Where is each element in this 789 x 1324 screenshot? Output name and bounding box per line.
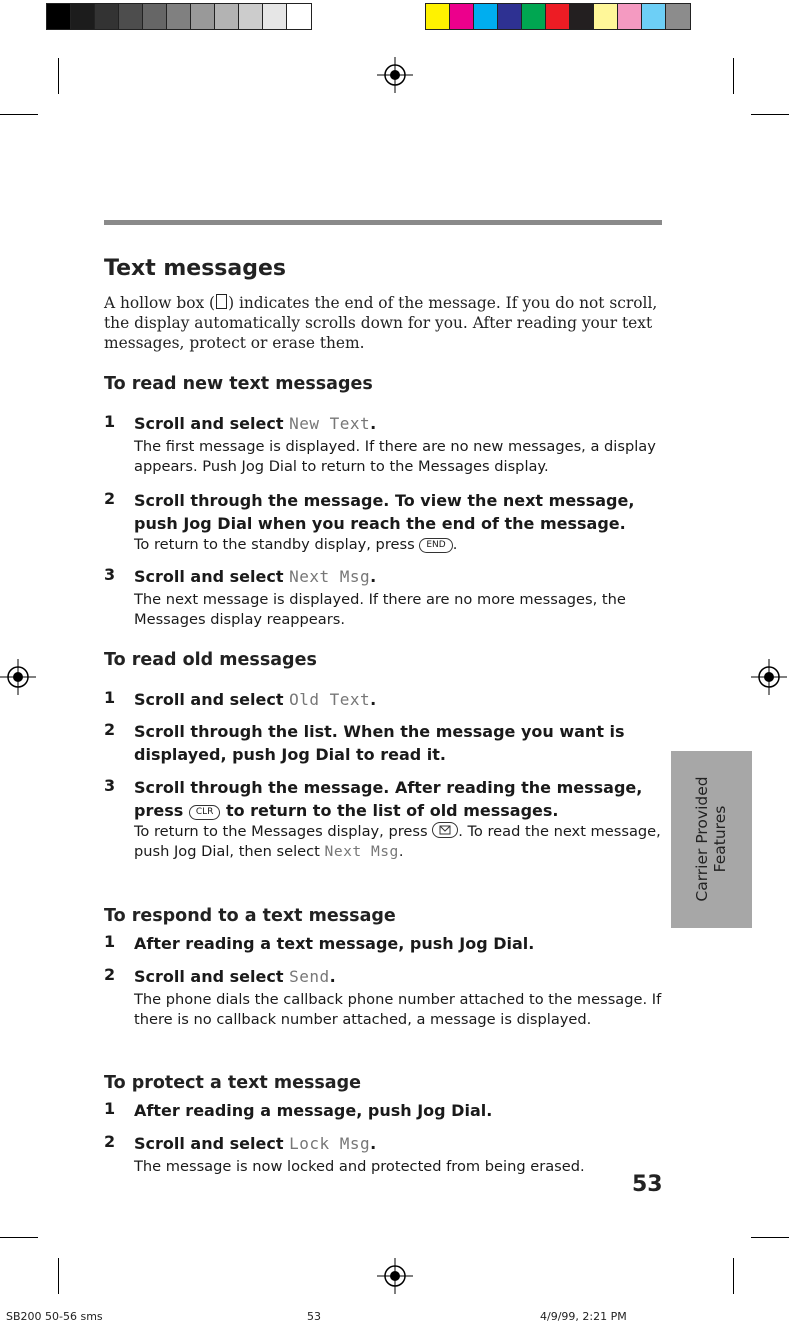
step-protect-2 [104, 1132, 664, 1177]
footer-timestamp: 4/9/99, 2:21 PM [540, 1310, 627, 1323]
step-detail-end: . [398, 843, 404, 860]
step-number: 2 [104, 965, 116, 984]
step-detail: The next message is displayed. If there are no more messages, the Messages display reappears. [134, 591, 626, 628]
step-read-new-2 [104, 489, 664, 555]
color-swatch [498, 4, 522, 29]
lcd-text-lock-msg: Lock Msg [289, 1134, 371, 1153]
step-detail [134, 822, 664, 862]
step-read-old-2 [104, 720, 664, 766]
footer-page: 53 [307, 1310, 321, 1323]
side-tab-label [693, 776, 729, 901]
color-swatch [450, 4, 474, 29]
step-text: Scroll and select [134, 690, 290, 709]
lcd-text-next-msg: Next Msg [324, 843, 399, 860]
step-read-old-3 [104, 776, 664, 862]
clr-key-icon: CLR [189, 805, 221, 820]
crop-mark [733, 1258, 734, 1294]
step-read-new-3 [104, 565, 664, 630]
color-swatch [71, 4, 95, 29]
registration-mark-icon [377, 1258, 413, 1294]
step-text-end: . [370, 690, 377, 709]
step-detail-text: To return to the standby display, press [134, 536, 420, 553]
grayscale-color-bar [46, 3, 312, 30]
step-number: 2 [104, 1132, 116, 1151]
step-text: After reading a message, push Jog Dial. [134, 1101, 493, 1120]
color-swatch [239, 4, 263, 29]
step-detail-end: . [452, 536, 458, 553]
color-swatch [287, 4, 311, 29]
crop-mark [733, 58, 734, 94]
step-number: 1 [104, 932, 116, 951]
step-text-end: . [370, 1134, 377, 1153]
step-text-end: . [329, 967, 336, 986]
step-read-old-1 [104, 688, 664, 711]
lcd-text-next-msg: Next Msg [289, 567, 371, 586]
page-number: 53 [632, 1172, 663, 1197]
lcd-text-send: Send [289, 967, 330, 986]
crop-mark [751, 114, 789, 115]
page-title: Text messages [104, 256, 287, 281]
step-text: Scroll through the message. To view the next message, push Jog Dial when you reach the end of the message. [134, 491, 635, 533]
crop-mark [751, 1237, 789, 1238]
step-detail-text: . To read the next message, push Jog Dial, then select [134, 823, 661, 860]
side-tab-line-1: Carrier Provided [693, 776, 711, 902]
step-number: 1 [104, 688, 116, 707]
step-text-end: . [370, 567, 377, 586]
step-number: 1 [104, 412, 116, 431]
color-swatch [666, 4, 690, 29]
step-text: Scroll and select [134, 567, 290, 586]
color-swatch [167, 4, 191, 29]
crop-mark [58, 1258, 59, 1294]
step-number: 3 [104, 565, 116, 584]
step-text-end: to return to the list of old messages. [220, 801, 559, 820]
step-text: Scroll and select [134, 967, 290, 986]
color-swatch [426, 4, 450, 29]
lcd-text-new-text: New Text [289, 414, 371, 433]
color-swatch [474, 4, 498, 29]
crop-mark [0, 1237, 38, 1238]
lcd-text-old-text: Old Text [289, 690, 371, 709]
color-swatch [594, 4, 618, 29]
registration-mark-icon [377, 57, 413, 93]
color-swatch [191, 4, 215, 29]
color-swatch [642, 4, 666, 29]
step-text-end: . [370, 414, 377, 433]
registration-mark-icon [0, 659, 36, 695]
section-heading-respond: To respond to a text message [104, 906, 396, 926]
step-number: 2 [104, 720, 116, 739]
color-swatch [522, 4, 546, 29]
section-heading-read-new: To read new text messages [104, 374, 373, 394]
section-heading-read-old: To read old messages [104, 650, 317, 670]
footer-filename: SB200 50-56 sms [6, 1310, 103, 1323]
color-swatch [546, 4, 570, 29]
step-number: 1 [104, 1099, 116, 1118]
intro-paragraph [104, 293, 664, 353]
color-swatch [143, 4, 167, 29]
step-protect-1 [104, 1099, 664, 1122]
header-rule [104, 220, 662, 225]
crop-mark [0, 114, 38, 115]
step-detail: The first message is displayed. If there are no new messages, a display appears. Push Jog Dial to return to the Messages display. [134, 438, 656, 475]
registration-mark-icon [751, 659, 787, 695]
hollow-box-icon [216, 294, 227, 309]
section-heading-protect: To protect a text message [104, 1073, 361, 1093]
intro-text-before: A hollow box ( [104, 294, 216, 312]
step-text: Scroll and select [134, 1134, 290, 1153]
color-swatch [119, 4, 143, 29]
step-text: Scroll through the message. After reading the message, press [134, 778, 643, 820]
step-number: 3 [104, 776, 116, 795]
intro-text-after: ) indicates the end of the message. If you do not scroll, the display automatically scrolls down for you. After reading your text messages, protect or erase them. [104, 294, 658, 352]
side-tab-line-2: Features [711, 805, 729, 873]
step-number: 2 [104, 489, 116, 508]
end-key-icon: END [419, 538, 452, 553]
step-detail: The phone dials the callback phone number attached to the message. If there is no callback number attached, a message is displayed. [134, 991, 662, 1028]
step-read-new-1 [104, 412, 664, 477]
step-text: Scroll and select [134, 414, 290, 433]
color-swatch [618, 4, 642, 29]
color-swatch [95, 4, 119, 29]
color-swatch [570, 4, 594, 29]
color-swatch [215, 4, 239, 29]
step-detail: The message is now locked and protected from being erased. [134, 1158, 585, 1175]
step-text: Scroll through the list. When the message you want is displayed, push Jog Dial to read it. [134, 722, 625, 764]
process-color-bar [425, 3, 691, 30]
step-respond-1 [104, 932, 664, 955]
step-respond-2 [104, 965, 664, 1030]
message-key-icon [432, 822, 458, 838]
color-swatch [263, 4, 287, 29]
color-swatch [47, 4, 71, 29]
step-detail [134, 535, 664, 555]
crop-mark [58, 58, 59, 94]
step-text: After reading a text message, push Jog Dial. [134, 934, 535, 953]
step-detail-text: To return to the Messages display, press [134, 823, 433, 840]
